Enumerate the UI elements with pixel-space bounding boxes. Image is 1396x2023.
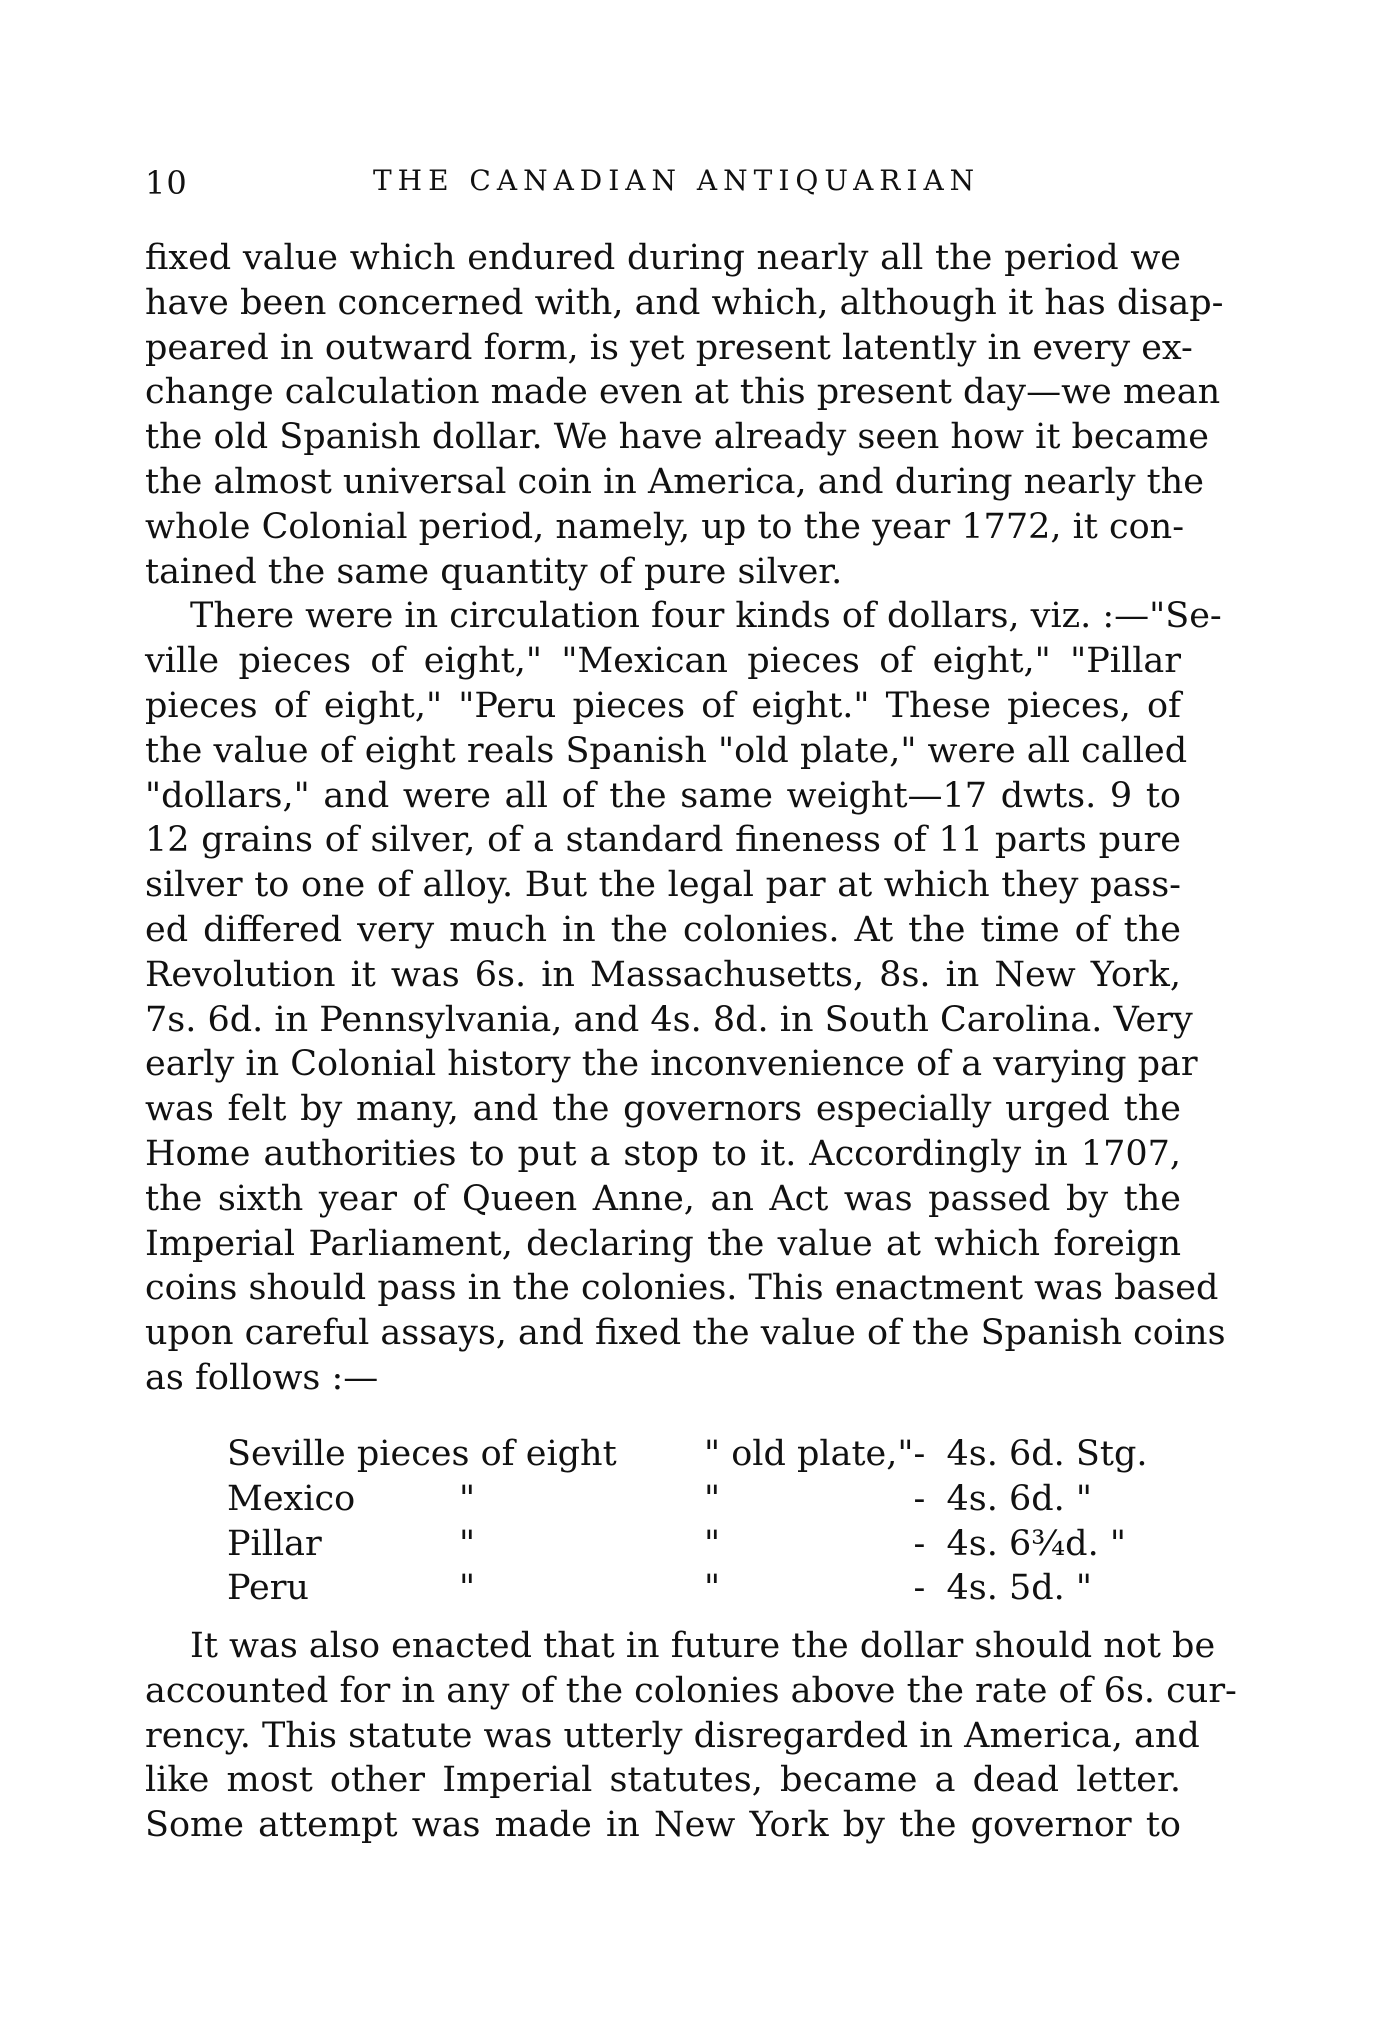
text-line: accounted for in any of the colonies above the rate of 6s. cur- (145, 1670, 1237, 1711)
text-line: Imperial Parliament, declaring the value at which foreign (145, 1223, 1181, 1264)
paragraph-2 (145, 594, 1226, 1400)
text-line: silver to one of alloy. But the legal par at which they pass- (145, 865, 1181, 906)
text-line: like most other Imperial statutes, became a dead letter. (145, 1760, 1181, 1801)
page-number: 10 (145, 164, 188, 202)
table-row (227, 1432, 1197, 1477)
coin-value: 4s. 5d. " (946, 1568, 1093, 1609)
coin-value: 4s. 6d. Stg. (946, 1434, 1148, 1474)
text-line: ed differed very much in the colonies. At the time of the (145, 909, 1181, 950)
table-row (227, 1477, 1197, 1522)
coin-ditto: " old plate," (704, 1434, 914, 1474)
coin-value-table (227, 1432, 1197, 1611)
page-header (145, 164, 1180, 212)
text-line: It was also enacted that in future the dollar should not be (190, 1626, 1216, 1666)
main-text-block (145, 236, 1226, 1401)
paragraph-1 (145, 236, 1224, 594)
text-line: coins should pass in the colonies. This enactment was based (145, 1268, 1219, 1309)
table-row (227, 1522, 1197, 1567)
text-line: tained the same quantity of pure silver. (145, 551, 843, 592)
coin-name: Mexico (227, 1478, 356, 1519)
coin-value: 4s. 6¾d. " (946, 1523, 1126, 1564)
coin-ditto: " (459, 1568, 476, 1609)
text-line: change calculation made even at this present day—we mean (145, 372, 1221, 413)
text-line: 7s. 6d. in Pennsylvania, and 4s. 8d. in South Carolina. Very (145, 999, 1193, 1040)
table-row (227, 1566, 1197, 1611)
text-line: the almost universal coin in America, and during nearly the (145, 461, 1204, 502)
text-line: whole Colonial period, namely, up to the year 1772, it con- (145, 506, 1185, 547)
text-line: the old Spanish dollar. We have already seen how it became (145, 417, 1209, 458)
text-line: 12 grains of silver, of a standard fineness of 11 parts pure (145, 820, 1181, 861)
coin-dash: - (913, 1434, 926, 1474)
text-line: the value of eight reals Spanish "old plate," were all called (145, 730, 1188, 771)
coin-ditto: " (459, 1478, 476, 1519)
text-line: Revolution it was 6s. in Massachusetts, 8s. in New York, (145, 954, 1181, 995)
coin-dash: - (913, 1568, 926, 1609)
text-line: upon careful assays, and fixed the value of the Spanish coins (145, 1313, 1226, 1354)
text-line: as follows :— (145, 1357, 379, 1398)
coin-name: Seville pieces of eight (227, 1434, 617, 1474)
text-line: the sixth year of Queen Anne, an Act was passed by the (145, 1178, 1181, 1219)
text-line: pieces of eight," "Peru pieces of eight." These pieces, of (145, 685, 1181, 726)
text-line: Home authorities to put a stop to it. Accordingly in 1707, (145, 1133, 1181, 1174)
text-line: There were in circulation four kinds of dollars, viz. :—"Se- (190, 596, 1222, 637)
text-line: fixed value which endured during nearly all the period we (145, 238, 1181, 278)
coin-ditto: " (459, 1523, 476, 1564)
paragraph-3 (145, 1624, 1237, 1848)
text-line: was felt by many, and the governors especially urged the (145, 1089, 1181, 1130)
text-line: rency. This statute was utterly disregarded in America, and (145, 1715, 1200, 1756)
text-line: ville pieces of eight," "Mexican pieces of eight," "Pillar (145, 641, 1181, 682)
coin-ditto: " (704, 1478, 721, 1519)
running-title: THE CANADIAN ANTIQUARIAN (373, 164, 981, 197)
coin-dash: - (913, 1523, 926, 1564)
text-line: have been concerned with, and which, although it has disap- (145, 282, 1224, 323)
text-line: early in Colonial history the inconvenience of a varying par (145, 1044, 1198, 1085)
text-line: peared in outward form, is yet present latently in every ex- (145, 327, 1193, 368)
coin-name: Peru (227, 1568, 309, 1609)
text-line: Some attempt was made in New York by the governor to (145, 1805, 1181, 1846)
coin-dash: - (913, 1478, 926, 1519)
coin-name: Pillar (227, 1523, 322, 1564)
text-line: "dollars," and were all of the same weight—17 dwts. 9 to (145, 775, 1181, 816)
coin-value: 4s. 6d. " (946, 1478, 1093, 1519)
coin-ditto: " (704, 1568, 721, 1609)
coin-ditto: " (704, 1523, 721, 1564)
